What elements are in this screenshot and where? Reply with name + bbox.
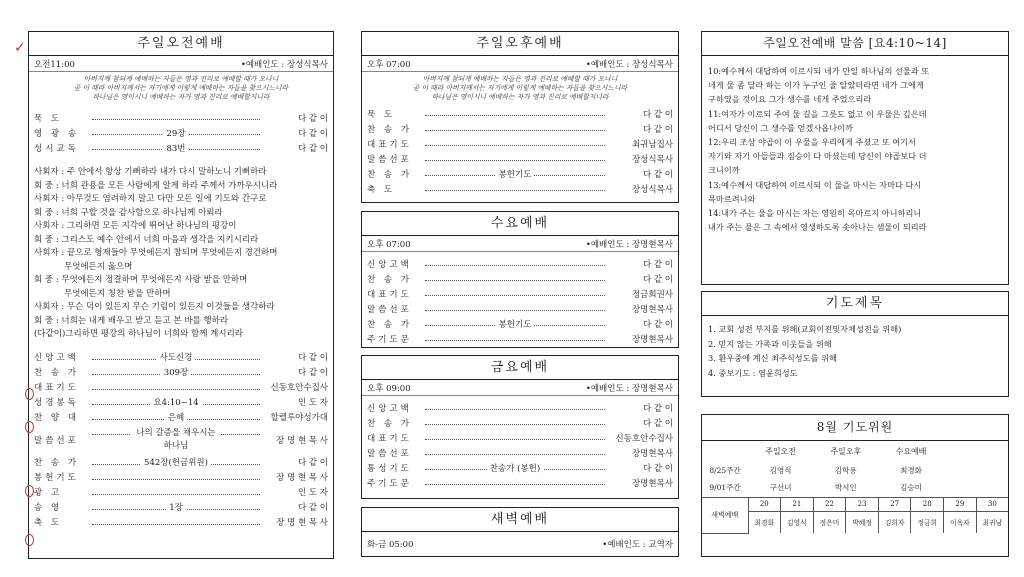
order-label: 영 광 송 xyxy=(34,128,80,139)
order-item xyxy=(362,271,678,286)
order-item xyxy=(29,455,333,470)
order-detail: 봉헌기도 xyxy=(496,168,535,180)
order-label: 대표기도 xyxy=(367,139,412,150)
order-person: 정금희권사 xyxy=(631,289,673,300)
order-item xyxy=(29,350,333,365)
order-detail: 1장 xyxy=(166,501,186,513)
dotted-leader xyxy=(425,106,605,121)
reading-line: 무엇에든지 칭찬 받을 만하며 xyxy=(64,288,171,299)
dawn-name: 최귀남 xyxy=(976,511,1008,533)
scripture-line: 14:내가 주는 물을 마시는 자는 영원히 목마르지 아니하리니 xyxy=(708,208,922,219)
order-label: 봉헌기도 xyxy=(34,473,79,483)
rota-row xyxy=(702,479,1008,497)
order-person: 장성식목사 xyxy=(631,184,673,195)
verse-line: 아버지께 참되게 예배하는 자들은 영과 진리로 예배할 때가 오나니 xyxy=(83,75,279,83)
dotted-leader xyxy=(425,181,605,196)
panel-title: 주일오전예배 xyxy=(29,32,333,56)
order-person: 장명현목사 xyxy=(631,448,673,459)
reading-line: 회 중 : 너희는 내게 배우고 받고 듣고 본 바를 행하라 xyxy=(34,315,229,326)
dotted-leader xyxy=(92,125,260,140)
dawn-date: 23 xyxy=(846,497,879,511)
service-time: 오후 07:00 xyxy=(367,240,411,250)
scripture-line: 구하였을 것이요 그가 생수를 네게 주었으리라 xyxy=(708,94,872,105)
circle-mark xyxy=(25,534,34,546)
scripture-line: 자기와 자기 아들들과 짐승이 다 마셨는데 당신이 야곱보다 더 xyxy=(708,151,927,162)
order-label: 말씀선포 xyxy=(367,448,412,459)
order-person: 다 같 이 xyxy=(642,259,673,270)
service-time: 화-금 05:00 xyxy=(367,540,414,550)
dotted-leader xyxy=(92,455,260,470)
rota-cell: 김영식 xyxy=(769,465,792,475)
dotted-leader xyxy=(92,500,260,515)
order-label: 축 도 xyxy=(367,184,396,195)
order-item xyxy=(29,125,333,140)
service-leader: •예배인도 : 장성식목사 xyxy=(240,60,328,70)
scripture-line: 네게 물 좀 달라 하는 이가 누구인 줄 알았더라면 네가 그에게 xyxy=(708,80,924,91)
order-person: 다 같 이 xyxy=(642,403,673,414)
order-item xyxy=(29,110,333,125)
rota-header: 주일오후 xyxy=(830,446,862,456)
scripture-line: 목마르려니와 xyxy=(708,193,756,204)
order-item xyxy=(362,460,678,475)
reading-line: 회 중 : 무엇에든지 정결하며 무엇에든지 사랑 받을 만하며 xyxy=(34,275,248,285)
dotted-leader xyxy=(425,460,605,475)
panel-title: 주일오전예배 말씀 [요4:10~14] xyxy=(702,32,1008,56)
rota-table xyxy=(702,441,1008,534)
order-label: 묵 도 xyxy=(34,113,63,124)
dotted-leader xyxy=(425,331,605,346)
order-item xyxy=(29,485,333,500)
order-label: 송 영 xyxy=(34,503,63,513)
order-label: 말씀선포 xyxy=(34,435,79,446)
order-item xyxy=(362,301,678,316)
order-person: 장명현목사 xyxy=(631,304,673,315)
prayer-item: 2. 믿지 않는 가족과 이웃들을 위해 xyxy=(708,338,832,349)
dawn-name: 김희자 xyxy=(878,511,911,533)
order-person: 다 같 이 xyxy=(642,109,673,120)
panel-title: 수요예배 xyxy=(362,212,678,236)
dawn-date: 28 xyxy=(911,497,944,511)
dawn-name: 최경화 xyxy=(748,511,781,533)
order-label: 신앙고백 xyxy=(34,353,79,363)
dotted-leader xyxy=(425,286,605,301)
dotted-leader xyxy=(425,151,605,166)
order-person: 최귀남집사 xyxy=(631,139,673,150)
service-leader: •예배인도 : 교역자 xyxy=(602,540,673,550)
dotted-leader xyxy=(425,166,605,181)
order-list xyxy=(362,256,678,346)
reading-line: 회 중 : 그리스도 예수 안에서 너희 마음과 생각을 지키시리라 xyxy=(34,234,259,245)
order-label: 통성기도 xyxy=(367,463,412,474)
prayer-rota-panel xyxy=(701,414,1009,557)
order-label: 대표기도 xyxy=(367,433,412,444)
order-item xyxy=(29,500,333,515)
order-label: 찬 송 가 xyxy=(367,274,413,285)
order-detail: 사도신경 xyxy=(157,351,196,363)
order-item xyxy=(29,395,333,410)
panel-title: 기도제목 xyxy=(702,292,1008,316)
dotted-leader xyxy=(92,140,260,155)
rota-cell: 최경화 xyxy=(900,465,922,475)
verse-line: 곧 이 때라 아버지께서는 자기에게 이렇게 예배하는 자들을 찾으시느니라 xyxy=(73,84,289,92)
order-item xyxy=(362,415,678,430)
dotted-leader xyxy=(425,316,605,331)
order-person: 다 같 이 xyxy=(642,169,673,180)
order-person: 다 같 이 xyxy=(642,418,673,429)
panel-title: 금요예배 xyxy=(362,356,678,380)
verse-line: 하나님은 영이시니 예배하는 자가 영과 진리로 예배할지니라 xyxy=(92,93,270,101)
order-label: 찬 송 가 xyxy=(34,368,80,378)
order-person: 다 같 이 xyxy=(297,458,328,468)
order-item xyxy=(362,475,678,490)
order-person: 인 도 자 xyxy=(297,398,328,408)
order-list xyxy=(362,400,678,490)
order-person: 장 명 현 목 사 xyxy=(276,473,328,483)
order-label: 성경봉독 xyxy=(34,398,79,408)
dotted-leader xyxy=(425,271,605,286)
dotted-leader xyxy=(425,256,605,271)
order-item xyxy=(362,106,678,121)
order-label: 찬 송 가 xyxy=(367,124,413,135)
order-detail: 83번 xyxy=(163,142,188,154)
order-detail: 309장 xyxy=(161,366,191,378)
order-person: 장성식목사 xyxy=(631,154,673,165)
verse-line: 곧 이 때라 아버지께서는 자기에게 이렇게 예배하는 자들을 찾으시느니라 xyxy=(412,84,628,92)
dotted-leader xyxy=(92,410,260,425)
order-item xyxy=(362,166,678,181)
rota-cell: 박시인 xyxy=(834,483,857,493)
order-item xyxy=(362,136,678,151)
dawn-name: 정은미 xyxy=(813,511,846,533)
service-leader: •예배인도 : 장명현목사 xyxy=(585,384,673,394)
rota-header: 주일오전 xyxy=(765,446,797,456)
reading-line: 사회자 : 무슨 덕이 있든지 무슨 기림이 있든지 이것들을 생각하라 xyxy=(34,302,275,312)
order-label: 찬 송 가 xyxy=(34,458,80,468)
dawn-date: 29 xyxy=(944,497,977,511)
order-item xyxy=(362,121,678,136)
circle-mark xyxy=(25,421,34,433)
rota-cell: 구선녀 xyxy=(769,483,792,493)
reading-line: 사회자 : 끝으로 형제들아 무엇에든지 참되며 무엇에든지 경건하며 xyxy=(34,248,278,258)
order-item xyxy=(362,256,678,271)
reading-line: 회 중 : 너희 관용을 모든 사람에게 알게 하라 주께서 가까우시니라 xyxy=(34,180,278,191)
sunday-evening-panel xyxy=(361,31,679,203)
service-meta xyxy=(362,236,678,252)
order-label: 주기도문 xyxy=(367,478,412,489)
reading-line: 사회자 : 주 안에서 항상 기뻐하라 내가 다시 말하노니 기뻐하라 xyxy=(34,167,267,177)
dawn-date: 20 xyxy=(748,497,781,511)
order-item xyxy=(29,410,333,425)
dotted-leader xyxy=(425,136,605,151)
service-meta xyxy=(362,380,678,396)
order-label: 대표기도 xyxy=(34,383,79,393)
dotted-leader xyxy=(425,301,605,316)
scripture-line: 어디서 당신이 그 생수를 얻겠사옵나이까 xyxy=(708,122,853,133)
order-label: 주기도문 xyxy=(367,334,412,345)
rota-cell: 김승미 xyxy=(900,483,922,493)
service-leader: •예배인도 : 장성식목사 xyxy=(585,60,673,70)
rota-header-row xyxy=(702,441,1008,461)
dotted-leader xyxy=(92,425,260,455)
order-label: 찬 송 가 xyxy=(367,418,413,429)
scripture-line: 12:우리 조상 야곱이 이 우물을 우리에게 주셨고 또 여기서 xyxy=(708,137,916,148)
reading-line: 무엇에든지 옳으며 xyxy=(64,261,133,272)
panel-title: 8월 기도위원 xyxy=(702,415,1008,441)
responsive-reading xyxy=(29,162,333,346)
reading-line: 사회자 : 아무것도 염려하지 말고 다만 모든 일에 기도와 간구로 xyxy=(34,194,267,204)
dotted-leader xyxy=(425,400,605,415)
service-time: 오후 09:00 xyxy=(367,384,411,394)
order-person: 장 명 현 목 사 xyxy=(276,518,328,528)
order-item xyxy=(362,445,678,460)
rota-week: 8/25주간 xyxy=(709,465,741,475)
dotted-leader xyxy=(425,445,605,460)
order-label: 신앙고백 xyxy=(367,259,412,270)
order-item xyxy=(362,151,678,166)
rota-cell: 김학용 xyxy=(834,465,857,475)
order-person: 신동호안수집사 xyxy=(270,383,328,393)
rota-header: 수요예배 xyxy=(895,446,927,456)
order-person: 장명현목사 xyxy=(631,478,673,489)
dotted-leader xyxy=(92,365,260,380)
dotted-leader xyxy=(92,110,260,125)
order-label: 찬 양 대 xyxy=(34,413,80,423)
dotted-leader xyxy=(425,430,605,445)
order-item xyxy=(29,380,333,395)
dawn-date: 30 xyxy=(976,497,1008,511)
prayer-item: 4. 중보기도 : 염윤희성도 xyxy=(708,367,798,378)
order-item xyxy=(29,515,333,530)
order-person: 인 도 자 xyxy=(297,488,328,498)
dotted-leader xyxy=(425,121,605,136)
order-item xyxy=(362,181,678,196)
wednesday-panel xyxy=(361,211,679,348)
circle-mark xyxy=(25,388,34,400)
circle-mark xyxy=(25,485,34,497)
order-detail: 은혜 xyxy=(165,411,187,423)
prayer-item: 1. 교회 성전 부지를 위해(교회이전및자체성전을 위해) xyxy=(708,324,902,334)
dotted-leader xyxy=(425,475,605,490)
scripture-line: 11:여자가 이르되 주여 물 길을 그릇도 없고 이 우물은 깊은데 xyxy=(708,108,927,119)
order-item xyxy=(362,316,678,331)
order-item xyxy=(29,140,333,155)
order-label: 대표기도 xyxy=(367,289,412,300)
order-item xyxy=(362,430,678,445)
rota-week: 9/01주간 xyxy=(709,483,741,493)
order-person: 다 같 이 xyxy=(642,463,673,474)
panel-title: 주일오후예배 xyxy=(362,32,678,56)
order-label: 찬 송 가 xyxy=(367,169,413,180)
order-label: 묵 도 xyxy=(367,109,396,120)
dawn-date: 22 xyxy=(813,497,846,511)
service-meta xyxy=(29,56,333,72)
sunday-morning-panel xyxy=(28,31,334,559)
dotted-leader xyxy=(92,380,260,395)
order-person: 다 같 이 xyxy=(297,353,328,363)
dawn-name: 이옥자 xyxy=(944,511,977,533)
dawn-label: 새벽예배 xyxy=(702,497,748,533)
order-item xyxy=(362,400,678,415)
check-mark: ✓ xyxy=(14,40,26,56)
service-leader: •예배인도 : 장명현목사 xyxy=(585,240,673,250)
dotted-leader xyxy=(92,485,260,500)
order-label: 찬 송 가 xyxy=(367,319,413,330)
panel-title: 새벽예배 xyxy=(362,508,678,532)
service-meta xyxy=(362,56,678,72)
order-detail: 요4:10~14 xyxy=(150,396,201,408)
scripture-line: 13:예수께서 대답하여 이르시되 이 물을 마시는 자마다 다시 xyxy=(708,179,922,190)
order-item xyxy=(29,470,333,485)
order-person: 장명현목사 xyxy=(631,334,673,345)
dawn-date-row xyxy=(702,497,1008,511)
order-person: 다 같 이 xyxy=(297,128,328,139)
order-label: 신앙고백 xyxy=(367,403,412,414)
order-person: 다 같 이 xyxy=(642,274,673,285)
order-person: 다 같 이 xyxy=(297,368,328,378)
service-time: 오전11:00 xyxy=(34,60,75,70)
dotted-leader xyxy=(92,395,260,410)
order-person: 장 명 현 목 사 xyxy=(276,435,328,446)
order-label: 성시교독 xyxy=(34,143,79,154)
prayer-item: 3. 환우중에 계신 최주식성도를 위해 xyxy=(708,353,837,363)
invocation-verse xyxy=(29,72,333,106)
order-label: 말씀선포 xyxy=(367,154,412,165)
dotted-leader xyxy=(92,470,260,485)
scripture-text xyxy=(702,56,1008,238)
friday-panel xyxy=(361,355,679,499)
order-person: 다 같 이 xyxy=(642,124,673,135)
invocation-verse xyxy=(362,72,678,106)
service-meta xyxy=(362,532,678,551)
verse-line: 아버지께 참되게 예배하는 자들은 영과 진리로 예배할 때가 오나니 xyxy=(422,75,618,83)
prayer-list xyxy=(702,316,1008,383)
order-person: 다 같 이 xyxy=(642,319,673,330)
scripture-line: 내가 주는 물은 그 속에서 영생하도록 솟아나는 샘물이 되리라 xyxy=(708,222,927,233)
order-person: 다 같 이 xyxy=(297,143,328,154)
dawn-name-row xyxy=(702,511,1008,533)
order-person: 신동호안수집사 xyxy=(615,433,673,444)
order-list-main xyxy=(29,350,333,530)
reading-line: 사회자 : 그리하면 모든 지각에 뛰어난 하나님의 평강이 xyxy=(34,221,237,231)
rota-row xyxy=(702,461,1008,479)
order-person: 다 같 이 xyxy=(297,113,328,124)
dotted-leader xyxy=(92,350,260,365)
scripture-line: 10:예수께서 대답하여 이르시되 네가 만일 하나님의 선물과 또 xyxy=(708,66,930,76)
order-list xyxy=(362,106,678,196)
dawn-date: 27 xyxy=(878,497,911,511)
reading-line: 회 중 : 너희 구할 것을 감사함으로 하나님께 아뢰라 xyxy=(34,207,223,218)
order-person: 할렐루야성가대 xyxy=(270,413,328,423)
dawn-date: 21 xyxy=(781,497,814,511)
order-detail: 나의 갈증을 채우시는 하나님 xyxy=(131,427,221,453)
order-item xyxy=(29,365,333,380)
service-time: 오후 07:00 xyxy=(367,60,411,70)
order-label: 말씀선포 xyxy=(367,304,412,315)
prayer-topics-panel xyxy=(701,291,1009,397)
reading-line: (다같이)그리하면 평강의 하나님이 너희와 함께 계시리라 xyxy=(34,329,243,339)
verse-line: 하나님은 영이시니 예배하는 자가 영과 진리로 예배할지니라 xyxy=(431,93,609,101)
dotted-leader xyxy=(92,515,260,530)
order-list-opening xyxy=(29,110,333,155)
order-label: 축 도 xyxy=(34,518,63,528)
order-detail: 29장 xyxy=(163,127,188,139)
order-detail: 찬송가 (봉헌) xyxy=(487,462,543,474)
dotted-leader xyxy=(425,415,605,430)
order-item xyxy=(29,425,333,455)
dawn-name: 박혜정 xyxy=(846,511,879,533)
dawn-panel xyxy=(361,507,679,557)
order-item xyxy=(362,286,678,301)
order-person: 다 같 이 xyxy=(297,503,328,513)
order-item xyxy=(362,331,678,346)
scripture-line: 크니이까 xyxy=(708,165,740,176)
dawn-name: 김영식 xyxy=(781,511,814,533)
order-label: 광 고 xyxy=(34,488,63,498)
sermon-panel xyxy=(701,31,1009,285)
order-detail: 542장(헌금위원) xyxy=(141,456,211,468)
order-detail: 봉헌기도 xyxy=(496,318,535,330)
dawn-name: 정금희 xyxy=(911,511,944,533)
